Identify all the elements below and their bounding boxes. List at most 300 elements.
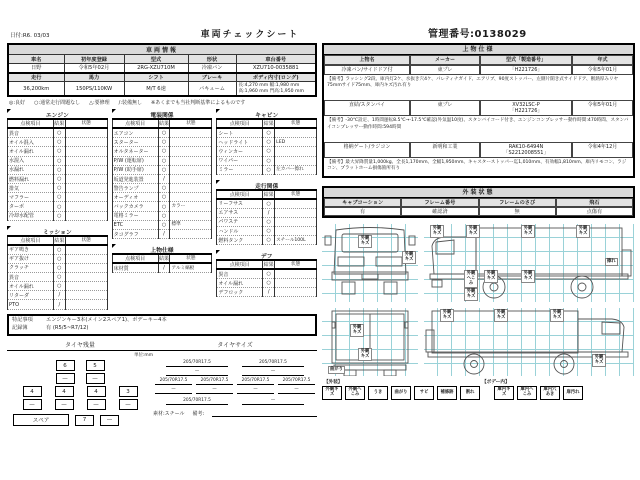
right-side-view-diagram [424, 308, 634, 376]
check-row [217, 156, 317, 165]
check-result: ○ [53, 263, 65, 272]
record-book-label: 記録簿 [12, 325, 28, 332]
cell-year: 令和5年01月 [572, 100, 633, 116]
tire-size-value: 205/70R17.5 [242, 360, 304, 367]
table-row [8, 55, 316, 64]
cell-maker: 新明和工業 [410, 142, 480, 158]
check-item-label: オイル混入 [8, 138, 54, 147]
tire-row-rear [7, 386, 153, 397]
remark-text: 【備考】最大昇降質量1,000kg、全長1,170mm、全幅1,950mm、キャスターストッパー迄1,010mm、有効幅1,810mm、庫内リモコン、ラジコン、プラットホーム損傷箇所有り [324, 158, 633, 176]
legend-exterior-boxes [322, 386, 480, 400]
tire-size-value: — [166, 369, 228, 376]
check-item-label: 警告ランプ [112, 184, 158, 193]
col-header: 点検項目 [112, 119, 158, 128]
check-item-label: シート [217, 128, 263, 137]
cell-mileage: 36,200km [8, 82, 64, 97]
damage-label: 外観キズ [402, 251, 416, 264]
legend-none: /:装備無し [118, 100, 143, 107]
check-item-label: 床材質 [112, 263, 158, 272]
check-result: ○ [263, 128, 275, 137]
tire-size-row-rear [153, 378, 317, 385]
table-row [8, 64, 316, 73]
col-header: 年式 [572, 55, 633, 65]
check-status: スチール100L [275, 236, 317, 245]
check-status [65, 156, 107, 165]
tire-remaining-value: 5 [86, 360, 105, 371]
legend-item: 扉汚れ [563, 386, 583, 400]
diff-section [216, 250, 317, 297]
col-header: フレーム番号 [401, 198, 478, 207]
col-header: 結果 [263, 262, 274, 269]
check-result: / [158, 263, 170, 272]
check-result: ○ [53, 156, 65, 165]
check-result: / [158, 174, 170, 183]
col-header: 馬力 [64, 73, 124, 82]
check-row [8, 147, 108, 156]
cell-name: 直結/スタンバイ [324, 100, 410, 116]
tire-size-block [153, 340, 317, 426]
cell-maker: 日野 [8, 64, 64, 73]
check-result: ○ [53, 282, 65, 291]
col-header: 状態 [170, 254, 212, 263]
tire-size-value: 205/70R17.5 [278, 378, 315, 385]
check-row [217, 269, 317, 278]
check-item-label: オイル漏れ [217, 279, 263, 288]
spare-remaining-value: 7 [75, 415, 94, 426]
legend-ok: ○:通常走行問題なし [34, 100, 81, 107]
col-header: 飛石 [556, 198, 633, 207]
check-result: ○ [263, 165, 275, 174]
cell-year: 令和4年12月 [572, 142, 633, 158]
check-status [65, 174, 107, 183]
check-status [275, 199, 317, 208]
check-status [170, 230, 212, 239]
check-status [65, 300, 107, 309]
upper-body-spec-section [112, 244, 213, 273]
check-item-label: バックカメラ [112, 202, 158, 211]
tire-remaining-title: タイヤ残量 [7, 340, 153, 351]
col-header: 状態 [65, 119, 107, 128]
check-status [275, 147, 317, 156]
check-item-label: クラッチ [8, 263, 54, 272]
cabin-section [216, 109, 317, 174]
check-item-label: 燃料タンク [217, 236, 263, 245]
right-panel [322, 43, 635, 403]
spare-size-value: 205/70R17.5 [166, 398, 228, 405]
col-header: 車台番号 [236, 55, 316, 64]
check-item-label: ミラー [217, 165, 263, 174]
legend-item: 曲がり [391, 386, 411, 400]
table-row [8, 82, 316, 97]
col-header: 状態 [275, 119, 317, 128]
damage-label: 曲がり [328, 366, 345, 374]
col-header: 結果 [158, 256, 169, 263]
check-result: ○ [263, 236, 275, 245]
model-line2: 「H221726」 [509, 108, 543, 115]
check-result: ○ [53, 202, 65, 211]
damage-label: 外観キズ [521, 225, 535, 238]
check-result: ○ [158, 128, 170, 137]
col-header: 結果 [54, 121, 65, 128]
upper-structure-row [324, 100, 633, 116]
legend-body-boxes [494, 386, 583, 400]
check-result: ○ [158, 220, 170, 229]
legend-note: ※あくまでも当社判断基準によるものです [151, 100, 246, 107]
check-status [65, 193, 107, 202]
check-item-label: オルタネーター [112, 147, 158, 156]
tire-remaining-value: — [23, 399, 42, 410]
col-header: 車名 [8, 55, 64, 64]
left-side-view-diagram [424, 224, 634, 302]
check-result: ○ [263, 199, 275, 208]
damage-label: 擦れ [605, 258, 618, 266]
check-item-label: 排気 [8, 184, 54, 193]
section-title: キャビン [255, 113, 279, 120]
check-row [112, 184, 212, 193]
spare-label: スペア [13, 414, 69, 426]
damage-label: 外観キズ [521, 270, 535, 283]
model-line1: XV32LSC-P [512, 102, 540, 109]
cell-name: 格納ゲート/ラジコン [324, 142, 410, 158]
cell-maker: 東プレ [410, 100, 480, 116]
tire-size-value: — [155, 387, 192, 394]
check-status [275, 279, 317, 288]
check-result: ○ [158, 165, 170, 174]
legend-repair: △:要修理 [89, 100, 110, 107]
rear-view-diagram [322, 308, 418, 376]
tire-row-front2 [7, 373, 153, 384]
cell-cab-caution: 有 [324, 207, 401, 216]
section-title: 上物仕様 [150, 248, 174, 255]
check-row [8, 202, 108, 211]
check-row [217, 236, 317, 245]
cell-first-reg: 令和5年02月 [64, 64, 124, 73]
special-notes-box [7, 314, 317, 336]
check-row [8, 272, 108, 281]
check-result: ○ [53, 272, 65, 281]
check-item-label: オイル漏れ [8, 147, 54, 156]
cell-shift: M/T 6速 [124, 82, 188, 97]
check-status [65, 282, 107, 291]
spacer [324, 93, 633, 100]
check-item-label: スターター [112, 138, 158, 147]
cell-model: 「H221726」 [480, 65, 572, 75]
check-status: カラー [170, 202, 212, 211]
check-row [217, 199, 317, 208]
check-item-label: ETC [112, 220, 158, 229]
check-item-label: ウィンカー [217, 147, 263, 156]
upper-structure-row [324, 65, 633, 75]
damage-label: 外観キズ [484, 270, 498, 283]
check-result: ○ [158, 138, 170, 147]
check-status [275, 128, 317, 137]
damage-label: 外観キズ [494, 309, 508, 322]
cell-body-dimensions [236, 82, 316, 97]
check-row [217, 217, 317, 226]
check-status [65, 291, 107, 300]
exterior-title: 外装状態 [324, 188, 633, 198]
tire-remaining-value: — [56, 373, 75, 384]
cell-chassis-no: XZU710-0035881 [236, 64, 316, 73]
check-row [112, 220, 212, 229]
check-item-label: マフラー [8, 193, 54, 202]
legend-item: 庫内穴あき [540, 386, 560, 400]
tire-remaining-value: 4 [55, 386, 74, 397]
running-section [216, 180, 317, 245]
check-result: ○ [53, 138, 65, 147]
tire-size-value: 205/70R17.5 [237, 378, 274, 385]
tire-note-blank [212, 410, 317, 417]
cell-model [480, 142, 572, 158]
cell-power: 150PS/110KW [64, 82, 124, 97]
col-header: ブレーキ [188, 73, 236, 82]
damage-label: 外観キズ [440, 309, 454, 322]
check-item-label: ギア鳴き [8, 245, 54, 254]
damage-label: 外観キズ [350, 324, 364, 337]
record-book-text: 有 (R5/5~R7/12) [46, 325, 89, 332]
check-columns [7, 109, 317, 311]
check-status [275, 208, 317, 217]
check-row [8, 211, 108, 220]
tire-size-value: — [237, 387, 274, 394]
check-row [112, 147, 212, 156]
check-item-label: 燃料漏れ [8, 174, 54, 183]
tire-remaining-value: — [119, 399, 138, 410]
check-row [8, 128, 108, 137]
spacer [483, 386, 491, 400]
check-col-3 [216, 109, 317, 297]
check-result: / [53, 300, 65, 309]
check-result: / [158, 230, 170, 239]
check-result: ○ [263, 226, 275, 235]
check-result: ○ [53, 174, 65, 183]
check-status: 左カバー擦れ [275, 165, 317, 174]
col-header: キャブコーション [324, 198, 401, 207]
col-header: 点検項目 [217, 190, 263, 199]
check-status [170, 184, 212, 193]
check-row [112, 165, 212, 174]
special-notes-label: 特記事項 [12, 317, 33, 324]
check-result: ○ [53, 193, 65, 202]
left-panel [7, 43, 317, 426]
tire-remaining-value: — [87, 399, 106, 410]
check-result: ○ [263, 156, 275, 165]
cell-stone-chip: 点傷有 [556, 207, 633, 216]
check-row [217, 208, 317, 217]
upper-structure-table [322, 43, 635, 178]
col-header: 点検項目 [8, 119, 54, 128]
damage-label: 外観キズ [592, 354, 606, 367]
check-item-label: タコグラフ [112, 230, 158, 239]
check-row [112, 128, 212, 137]
check-row [112, 138, 212, 147]
special-notes-text: エンジンキー3本(メイン2スペア1)、ボデーキー4本 [46, 317, 167, 324]
check-status [65, 272, 107, 281]
check-status [170, 193, 212, 202]
body-dim-line1: 長:4,270 mm 幅:1,980 mm [238, 83, 300, 88]
cell-frame-rust: 無 [479, 207, 556, 216]
check-result: ○ [158, 147, 170, 156]
check-row [8, 156, 108, 165]
check-item-label: 異音 [8, 272, 54, 281]
check-item-label: P/W (運転席) [112, 156, 158, 165]
cell-shape: 冷凍バン [188, 64, 236, 73]
col-header: 点検項目 [112, 254, 158, 263]
control-number: 管理番号:0138029 [428, 29, 527, 40]
electrical-section [112, 109, 213, 239]
check-item-label: 水漏れ [8, 165, 54, 174]
col-header: 形状 [188, 55, 236, 64]
check-row [8, 282, 108, 291]
check-result: ○ [263, 217, 275, 226]
check-row [217, 279, 317, 288]
check-status [65, 147, 107, 156]
col-header: 結果 [263, 191, 274, 198]
col-header: 状態 [275, 190, 317, 199]
check-result: ○ [53, 211, 65, 220]
check-row [112, 156, 212, 165]
check-status: 標準 [170, 220, 212, 229]
check-item-label: 冷却水配管 [8, 211, 54, 220]
check-result: ○ [53, 245, 65, 254]
check-status: LED [275, 138, 317, 147]
col-header: 点検項目 [8, 236, 54, 245]
tire-remaining-value: — [86, 373, 105, 384]
tire-material: 素材:スチール [153, 411, 185, 418]
col-header: 結果 [263, 121, 274, 128]
legend-item: 補修跡 [437, 386, 457, 400]
check-row [8, 138, 108, 147]
check-item-label: ギア抜け [8, 254, 54, 263]
check-item-label: P/W (助手席) [112, 165, 158, 174]
col-header: 型式 [124, 55, 188, 64]
tire-size-value: — [242, 369, 304, 376]
upper-structure-header [324, 55, 633, 65]
check-status [275, 288, 317, 297]
check-row [8, 300, 108, 309]
damage-label: 外観キズ [358, 235, 372, 248]
damage-label: 外観ヘこみ [464, 270, 478, 288]
remark-text: 【備考】-30℃設定、1時間運転8.5℃→-17.5℃確認(外気温10度)、スタンバイコード付き、エンジンコンプレッサー動作時間:470時間、スタンバイコンプレッサー動作時間:594時間 [324, 116, 633, 134]
check-row [217, 165, 317, 174]
tire-row-rear2 [7, 399, 153, 410]
check-row [112, 174, 212, 183]
damage-diagram-area [322, 224, 635, 376]
tire-remaining-value: 4 [23, 386, 42, 397]
tire-size-value: 205/70R17.5 [166, 360, 228, 367]
tire-size-value: 205/70R17.5 [155, 378, 192, 385]
check-row [112, 193, 212, 202]
damage-label: 外観キズ [550, 309, 564, 322]
tire-remaining-value: 3 [119, 386, 138, 397]
check-row [217, 226, 317, 235]
check-status [65, 263, 107, 272]
check-row [112, 230, 212, 239]
record-book-row [12, 325, 312, 333]
check-status [65, 245, 107, 254]
tire-area [7, 340, 317, 426]
spare-row [13, 414, 153, 426]
sheet-date: 日付:R6. 03/03 [10, 33, 50, 39]
damage-label: 外観キズ [466, 225, 480, 238]
check-status [65, 165, 107, 174]
legend-item: 庫内ヘこみ [517, 386, 537, 400]
check-item-label: 異音 [217, 269, 263, 278]
check-item-label: デフロック [217, 288, 263, 297]
exterior-values [324, 207, 633, 216]
tire-size-title: タイヤサイズ [153, 340, 317, 351]
check-row [8, 165, 108, 174]
check-result: ○ [263, 269, 275, 278]
section-title: ミッション [42, 229, 72, 236]
col-header: 状態 [65, 236, 107, 245]
check-item-label: リターダ [8, 291, 54, 300]
legend-boxes [322, 386, 583, 400]
tire-remaining-block [7, 340, 153, 426]
col-header: 点検項目 [217, 260, 263, 269]
check-status [170, 147, 212, 156]
check-status [65, 202, 107, 211]
damage-label: 外観キズ [430, 225, 444, 238]
check-item-label: ターボ [8, 202, 54, 211]
section-title: 走行関係 [255, 183, 279, 190]
check-result: ○ [53, 184, 65, 193]
check-item-label: 電格ミラー [112, 211, 158, 220]
check-result: ○ [263, 138, 275, 147]
check-row [8, 184, 108, 193]
vehicle-info-title: 車両情報 [8, 44, 316, 55]
col-header: 状態 [275, 260, 317, 269]
check-item-label: ヘッドライト [217, 138, 263, 147]
engine-section [7, 109, 108, 220]
check-item-label: 異音 [8, 128, 54, 137]
col-header: 初年度登録 [64, 55, 124, 64]
check-status [275, 156, 317, 165]
check-status [275, 269, 317, 278]
check-item-label: エアサス [217, 208, 263, 217]
cell-frame-no: 確認済 [401, 207, 478, 216]
check-status [275, 226, 317, 235]
col-header: ボディ内寸(ロング) [236, 73, 316, 82]
legend-exterior-title: 【外装】 [324, 380, 343, 386]
col-header: 型式「製造番号」 [480, 55, 572, 65]
result-legend [9, 99, 317, 106]
check-status [275, 217, 317, 226]
spare-size-value2: — [242, 398, 304, 405]
legend-item: 外観キズ [322, 386, 342, 400]
legend-item: 庫内キズ [494, 386, 514, 400]
tire-material-line [153, 410, 317, 417]
col-header: 点検項目 [217, 119, 263, 128]
cell-brake: バキューム [188, 82, 236, 97]
check-status [170, 174, 212, 183]
check-item-label: PTO [8, 300, 54, 309]
table-row [8, 73, 316, 82]
tire-size-value: 205/70R17.5 [196, 378, 233, 385]
damage-legend [322, 379, 635, 403]
legend-item: 外観ヘこみ [345, 386, 365, 400]
check-row [217, 288, 317, 297]
check-status [65, 254, 107, 263]
check-status: アルミ縞板 [170, 263, 212, 272]
check-status [65, 184, 107, 193]
check-row [217, 138, 317, 147]
legend-item: サビ [414, 386, 434, 400]
legend-good: ◎:良好 [9, 100, 26, 107]
tire-remaining-value: 6 [56, 360, 75, 371]
tire-size-row-front2 [153, 369, 317, 376]
check-row [112, 202, 212, 211]
